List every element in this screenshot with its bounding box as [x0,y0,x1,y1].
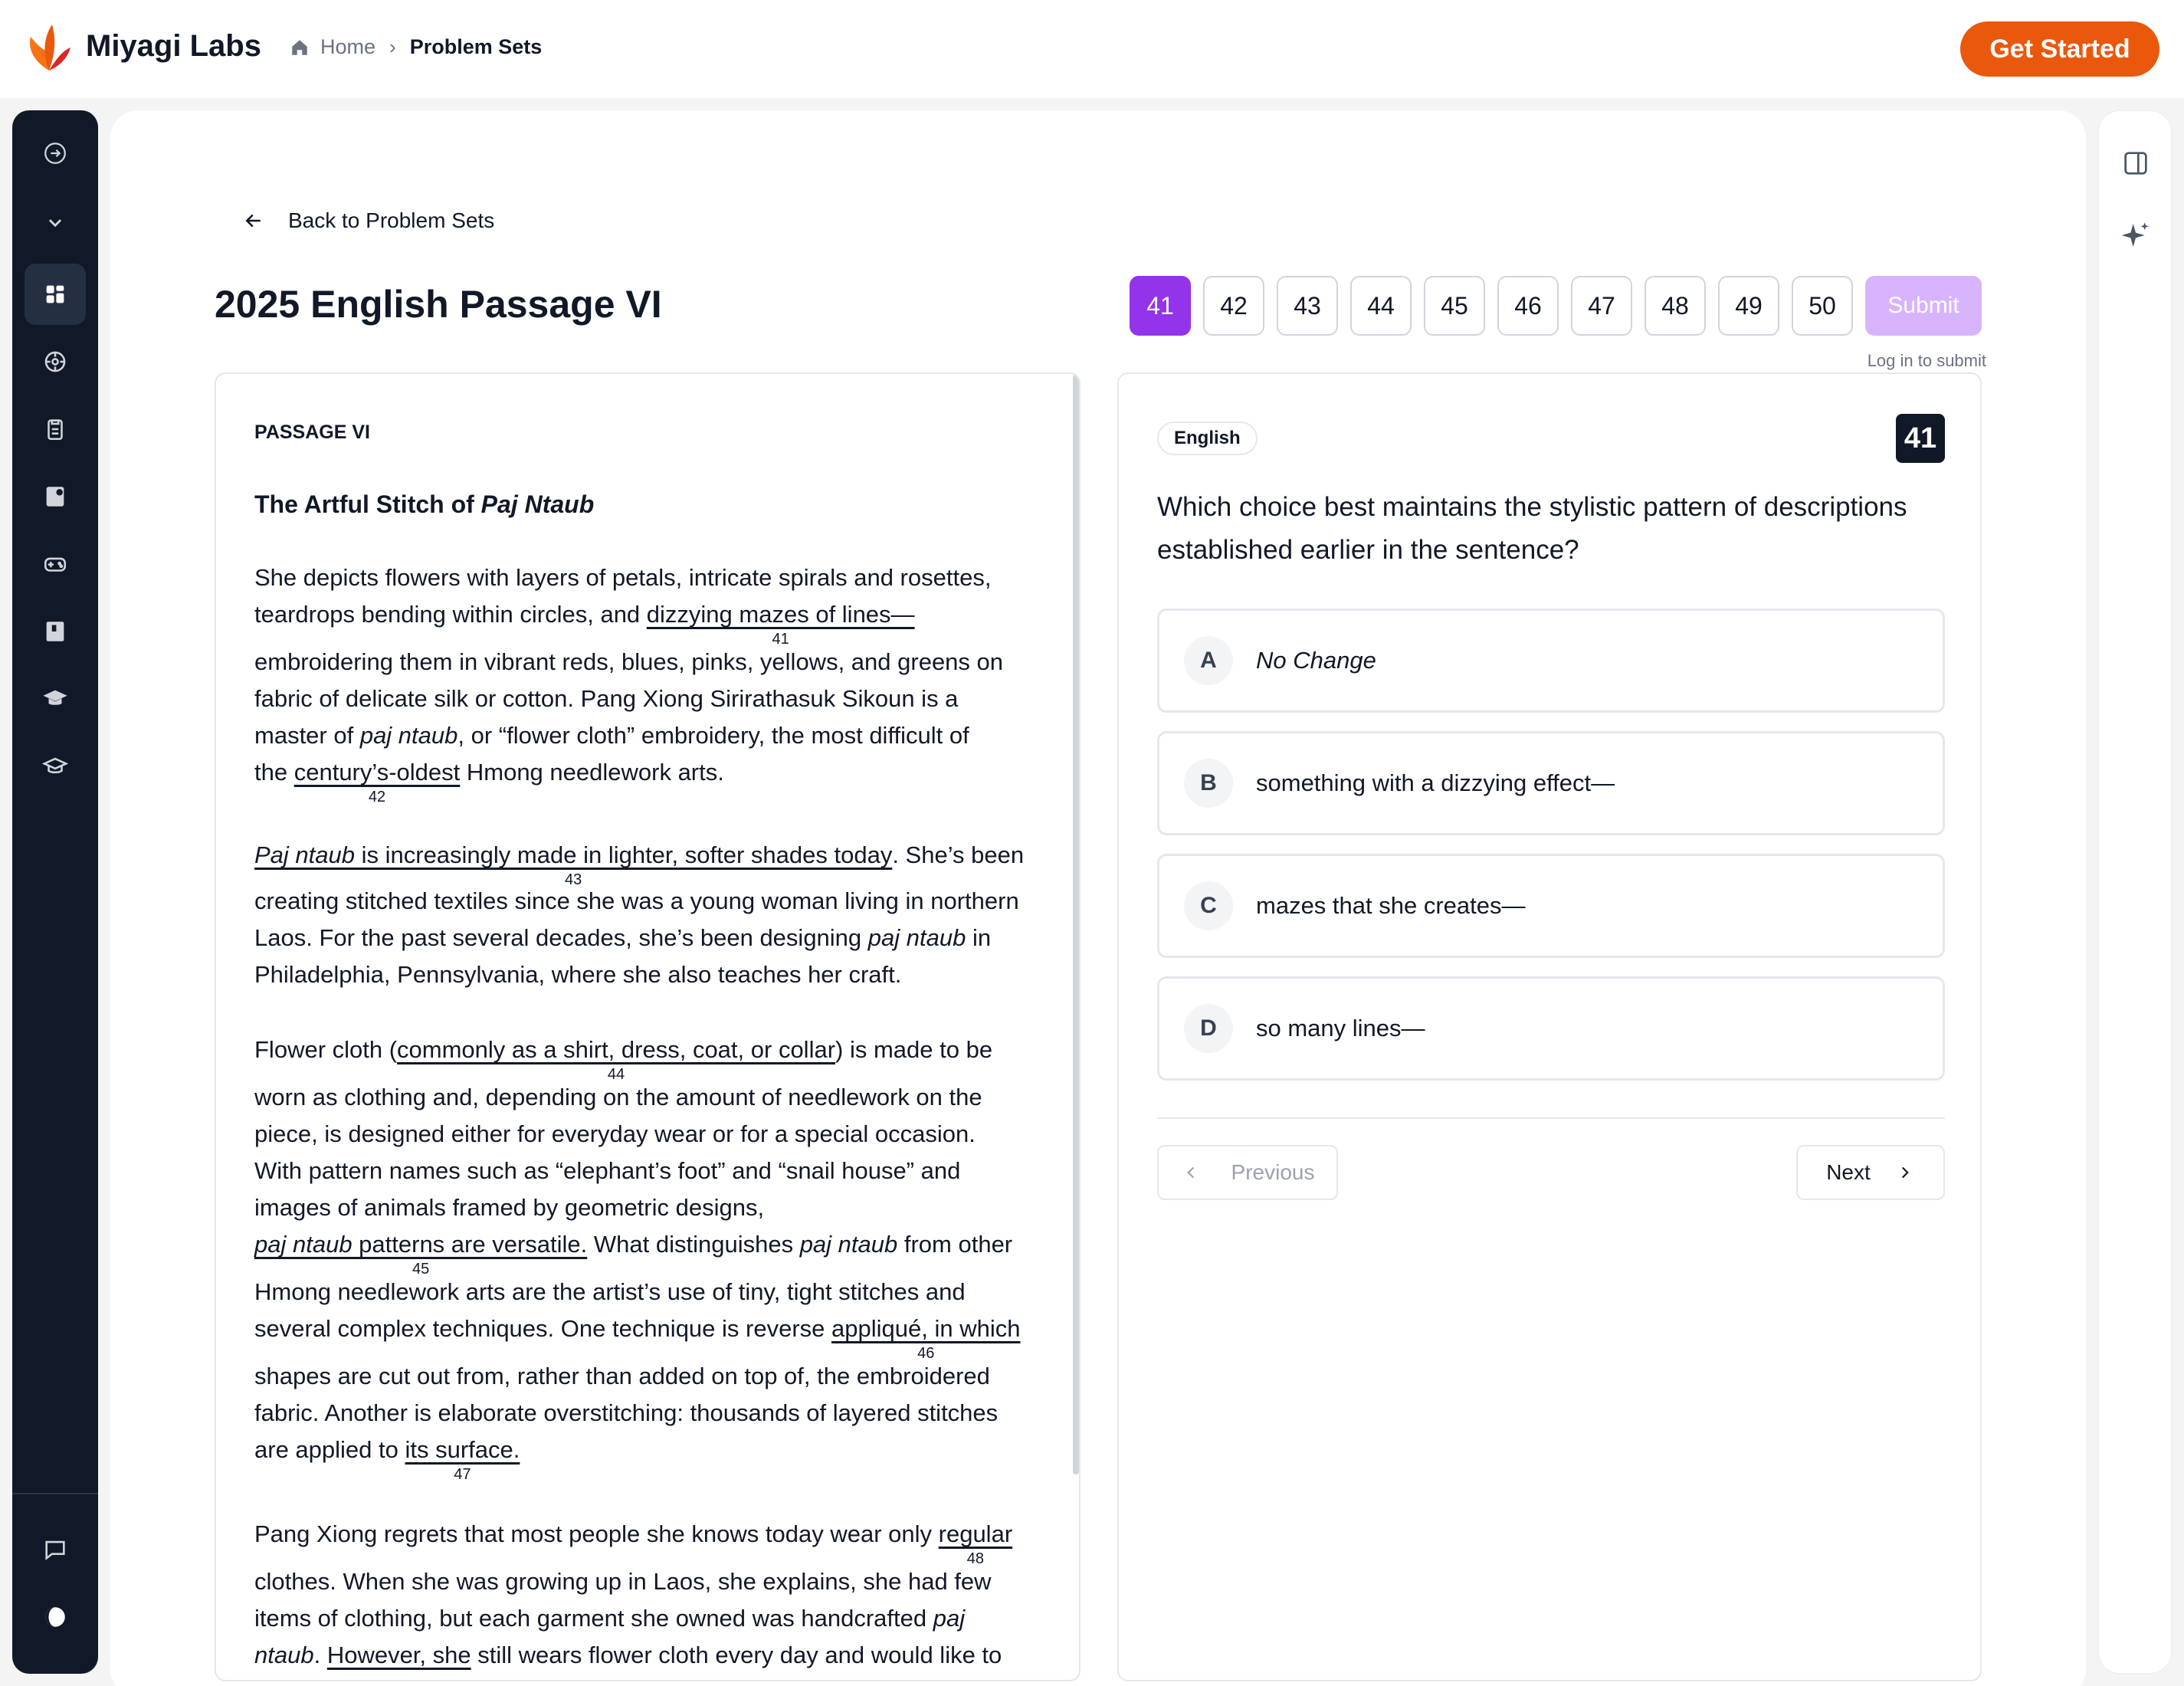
choice-text: something with a dizzying effect— [1256,769,1615,796]
get-started-button[interactable]: Get Started [1960,21,2159,77]
graduation-cap-outline-icon [42,753,68,779]
underlined-text: commonly as a shirt, dress, coat, or collar [397,1036,836,1063]
underlined-portion-46[interactable] [831,1315,1021,1362]
passage-text: Hmong needlework arts. [460,759,724,786]
passage-line: embroidering them in vibrant reds, blues, pinks, yellows, and greens on [254,648,1004,675]
passage-line: creating stitched textiles since she was a young woman living in northern [254,887,1019,914]
underlined-portion-44[interactable] [397,1036,836,1083]
passage-line [254,722,969,750]
breadcrumb-current: Problem Sets [409,35,543,58]
question-41-button[interactable]: 41 [1130,276,1191,336]
question-navigator [1130,276,1982,336]
miyagi-logo-icon[interactable] [26,21,72,72]
compass-icon [42,349,68,375]
question-number-41: 41 [772,631,789,648]
sidebar-divider [12,1493,98,1494]
passage-italic: paj [933,1605,966,1632]
question-47-button[interactable]: 47 [1571,276,1632,336]
sidebar-item-chat[interactable] [25,1519,86,1580]
passage-line [254,1036,993,1083]
breadcrumb [290,35,542,59]
choice-letter: A [1184,636,1233,685]
theme-toggle-icon [42,1604,68,1630]
passage-text: . [313,1642,327,1668]
underlined-text: century’s-oldest [293,759,461,786]
passage-italic: paj ntaub [867,924,966,951]
sidebar-item-assignments[interactable] [25,399,86,460]
question-panel [1117,372,1982,1681]
passage-line: images of animals framed by geometric designs, [254,1194,765,1221]
underlined-portion-47[interactable] [405,1436,520,1483]
brand-name[interactable]: Miyagi Labs [86,29,261,63]
sidebar-item-explore[interactable] [25,331,86,392]
passage-line: With pattern names such as “elephant’s foot” and “snail house” and [254,1157,961,1184]
underlined-italic: paj ntaub [254,1231,353,1258]
back-to-problem-sets-link[interactable] [242,208,494,233]
passage-text: What distinguishes [587,1231,800,1258]
passage-text: . She’s been [892,841,1025,868]
passage-line [254,1231,1013,1278]
passage-label: PASSAGE VI [254,422,370,443]
passage-line: shapes are cut out from, rather than added on top of, the embroidered [254,1363,990,1389]
subject-tag: English [1157,422,1258,455]
question-44-button[interactable]: 44 [1350,276,1412,336]
gamepad-icon [42,551,68,577]
underlined-italic: Paj ntaub [254,841,355,868]
passage-text: still wears flower cloth every day and would like to [471,1642,1002,1668]
underlined-text: its surface. [405,1436,520,1463]
passage-line [254,1315,1021,1362]
choice-text: so many lines— [1256,1015,1425,1041]
question-number-48: 48 [966,1550,985,1567]
breadcrumb-home[interactable]: Home [320,35,376,58]
passage-line: Philadelphia, Pennsylvania, where she also teaches her craft. [254,961,902,988]
passage-title [254,490,594,519]
collapse-menu-button[interactable] [25,192,86,253]
underlined-text: patterns are versatile. [352,1231,588,1258]
passage-line [254,759,724,805]
passage-line: Hmong needlework arts are the artist’s use of tiny, tight stitches and [254,1278,966,1305]
clipboard-icon [42,416,68,442]
sidebar-item-library[interactable] [25,601,86,662]
book-icon [42,618,68,645]
question-text: Which choice best maintains the stylistic pattern of descriptions established earlier in the sentence? [1157,492,1907,565]
passage-line: piece, is designed either for everyday wear or for a special occasion. [254,1120,976,1147]
previous-button[interactable] [1157,1145,1338,1200]
passage-text: from other [897,1231,1013,1258]
chevron-right-icon [1895,1163,1915,1182]
passage-line [254,1520,1013,1567]
theme-toggle-button[interactable] [25,1586,86,1648]
passage-line [254,601,915,648]
left-sidebar [12,110,98,1674]
passage-title-italic: Paj Ntaub [480,490,595,518]
passage-text: master of [254,722,360,749]
underlined-text: dizzying mazes of lines— [646,601,915,628]
arrow-left-icon [242,209,265,232]
passage-text: , or “flower cloth” embroidery, the most difficult of [457,722,969,749]
passage-italic: paj ntaub [799,1231,898,1258]
passage-line: She depicts flowers with layers of petals, intricate spirals and rosettes, [254,564,992,591]
sidebar-item-dashboard[interactable] [25,264,86,325]
chevron-down-icon [42,209,68,235]
question-number-43: 43 [565,871,582,888]
question-43-button[interactable]: 43 [1277,276,1338,336]
sidebar-item-games[interactable] [25,533,86,595]
passage-line [254,1436,520,1483]
graduation-cap-icon [42,686,68,712]
underlined-portion-41[interactable] [646,601,915,648]
passage-text: teardrops bending within circles, and [254,601,647,628]
passage-text: Pang Xiong regrets that most people she knows today wear only [254,1520,939,1547]
passage-text: Laos. For the past several decades, she’s been designing [254,924,868,951]
choice-text: No Change [1256,647,1376,674]
passage-text: Flower cloth ( [254,1036,398,1063]
choice-c[interactable] [1157,854,1945,958]
passage-text: are applied to [254,1436,405,1463]
previous-label: Previous [1231,1160,1315,1184]
underlined-text: regular [938,1520,1013,1547]
underlined-text: is increasingly made in lighter, softer shades today [355,841,893,868]
choice-letter: B [1184,759,1233,808]
question-number-47: 47 [454,1466,471,1483]
passage-panel[interactable] [215,372,1081,1681]
underlined-portion-45[interactable] [254,1231,588,1278]
home-icon[interactable] [290,38,310,57]
choice-a[interactable] [1157,608,1945,713]
passage-text: items of clothing, but each garment she owned was handcrafted [254,1605,933,1632]
question-number-badge: 41 [1896,414,1945,463]
sidebar-item-courses[interactable] [25,668,86,730]
passage-text: the [254,759,294,786]
passage-line: fabric of delicate silk or cotton. Pang Xiong Sirirathasuk Sikoun is a [254,685,959,712]
passage-line: fabric. Another is elaborate overstitching: thousands of layered stitches [254,1399,999,1426]
question-49-button[interactable]: 49 [1718,276,1779,336]
passage-line [254,1605,965,1632]
submit-button[interactable]: Submit [1865,276,1982,336]
question-45-button[interactable]: 45 [1424,276,1485,336]
passage-scrollbar[interactable] [1073,374,1079,1474]
passage-italic: ntaub [254,1642,314,1668]
passage-text: several complex techniques. One technique is reverse [254,1315,832,1342]
question-48-button[interactable]: 48 [1645,276,1706,336]
page-title: 2025 English Passage VI [215,283,662,326]
choice-text: mazes that she creates— [1256,892,1526,919]
right-rail [2098,110,2172,1674]
choice-b[interactable] [1157,731,1945,835]
passage-line: worn as clothing and, depending on the amount of needlework on the [254,1084,982,1110]
question-50-button[interactable]: 50 [1792,276,1853,336]
toggle-panel-button[interactable] [2114,142,2157,185]
chat-icon [42,1537,68,1563]
notebook-icon [42,484,68,510]
dashboard-icon [42,281,68,307]
chevron-left-icon [1181,1163,1201,1182]
passage-line [254,1642,1002,1669]
sparkle-icon [2120,220,2151,251]
choice-letter: D [1184,1004,1233,1053]
question-number-44: 44 [607,1066,625,1083]
underlined-portion-49[interactable]: However, she [326,1642,471,1668]
breadcrumb-separator-icon: › [389,35,396,58]
passage-italic: paj ntaub [359,722,458,749]
passage-title-text: The Artful Stitch of [254,490,481,518]
expand-sidebar-button[interactable] [25,123,86,184]
next-button[interactable] [1796,1145,1945,1200]
ai-assistant-button[interactable] [2114,214,2157,257]
passage-line: clothes. When she was growing up in Laos, she explains, she had few [254,1568,992,1595]
passage-text: ) is made to be [835,1036,993,1063]
top-bar [0,0,2184,98]
passage-line [254,841,1025,888]
question-46-button[interactable]: 46 [1497,276,1559,336]
question-number-46: 46 [917,1345,935,1362]
login-to-submit-hint: Log in to submit [1867,351,1986,370]
underlined-portion-42[interactable] [293,759,461,805]
sidebar-item-notebook[interactable] [25,466,86,527]
question-number-45: 45 [412,1261,430,1278]
next-label: Next [1826,1160,1871,1184]
question-42-button[interactable]: 42 [1203,276,1264,336]
back-link-label: Back to Problem Sets [288,208,495,232]
choice-d[interactable] [1157,976,1945,1081]
choice-letter: C [1184,881,1233,930]
underlined-portion-43[interactable] [254,841,893,888]
passage-text: in [966,924,992,951]
passage-line [254,924,991,952]
question-number-42: 42 [368,789,386,805]
divider [1157,1117,1945,1119]
arrow-right-circle-icon [42,140,68,166]
sidebar-item-learn[interactable] [25,736,86,797]
underlined-text: appliqué, in which [831,1315,1021,1342]
panel-toggle-icon [2120,148,2151,179]
underlined-portion-48[interactable] [938,1520,1013,1567]
